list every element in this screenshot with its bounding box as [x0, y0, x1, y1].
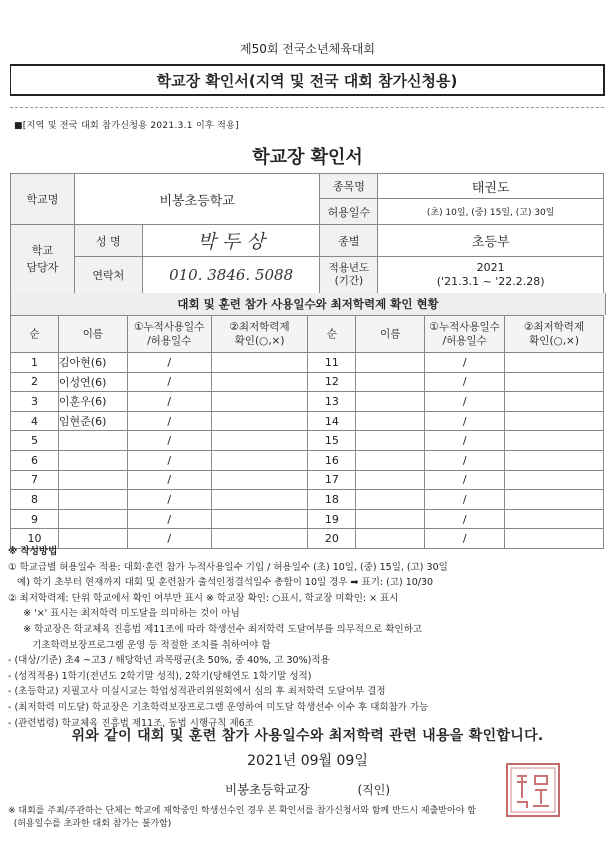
cell-grade [505, 392, 604, 412]
cell-name: 김아현(6) [58, 353, 127, 373]
col-no: 순 [308, 316, 356, 353]
applicability-note: ■[지역 및 전국 대회 참가신청용 2021.3.1 이후 적용] [14, 121, 239, 131]
table-row [11, 431, 604, 451]
cell-no: 14 [308, 411, 356, 431]
cell-days: / [127, 431, 211, 451]
writing-instructions [8, 544, 608, 731]
footer-line: (허용일수를 초과한 대회 참가는 불가함) [8, 819, 172, 829]
cell-days: / [127, 372, 211, 392]
cell-grade [211, 392, 308, 412]
instruction-line: ※ '×' 표시는 최저학력 미도달을 의미하는 것이 아님 [8, 608, 240, 620]
contact-label: 연락처 [74, 257, 142, 294]
cell-no: 7 [11, 470, 59, 490]
cell-no: 3 [11, 392, 59, 412]
cell-name [58, 509, 127, 529]
cell-no: 19 [308, 509, 356, 529]
cell-days: / [127, 411, 211, 431]
cell-name [356, 509, 425, 529]
cell-name [356, 392, 425, 412]
table-row [11, 392, 604, 412]
cell-no: 20 [308, 529, 356, 549]
cell-no: 4 [11, 411, 59, 431]
instruction-line: 예) 학기 초부터 현재까지 대회 및 훈련참가 출석인정결석일수 총합이 10일 경우 ➡ 표기: (고) 10/30 [8, 577, 434, 589]
table-row [11, 353, 604, 373]
period-value: ('21.3.1 ~ '22.2.28) [436, 275, 545, 288]
instruction-line: 기초학력보장프로그램 운영 등 적절한 조치를 취하여야 함 [8, 639, 271, 651]
col-no: 순 [11, 316, 59, 353]
cell-grade [505, 431, 604, 451]
cell-days: / [425, 509, 505, 529]
cell-days: / [425, 392, 505, 412]
cell-grade [211, 509, 308, 529]
info-table [10, 173, 604, 294]
instruction-line: - (초등학교) 지필고사 미실시교는 학업성적관리위원회에서 심의 후 최저학력 도달여부 결정 [8, 686, 386, 698]
cell-days: / [425, 529, 505, 549]
cell-no: 8 [11, 490, 59, 510]
cell-grade [505, 490, 604, 510]
cell-days: / [425, 490, 505, 510]
cell-grade [505, 372, 604, 392]
col-grade: ②최저학력제 확인(○,×) [505, 316, 604, 353]
cell-grade [211, 411, 308, 431]
cell-grade [505, 509, 604, 529]
footer-line: ※ 대회를 주최/주관하는 단체는 학교에 재학중인 학생선수인 경우 본 확인서를 참가신청서와 함께 반드시 제출받아야 함 [8, 806, 476, 816]
cell-name [356, 372, 425, 392]
cell-name [58, 470, 127, 490]
cell-days: / [127, 450, 211, 470]
document-box-title: 학교장 확인서(지역 및 전국 대회 참가신청용) [10, 64, 605, 96]
year-value: 2021 [476, 261, 505, 274]
cell-no: 5 [11, 431, 59, 451]
school-name: 비봉초등학교 [74, 174, 320, 225]
school-label: 학교명 [11, 174, 75, 225]
event-title: 제50회 전국소년체육대회 [239, 42, 375, 56]
signer-name: 비봉초등학교장 [224, 782, 310, 797]
cell-days: / [127, 490, 211, 510]
cell-grade [211, 450, 308, 470]
cell-days: / [425, 450, 505, 470]
instruction-line: - (최저학력 미도달) 학교장은 기초학력보장프로그램 운영하여 미도달 학생선수 이수 후 대회참가 가능 [8, 701, 429, 713]
cell-name [356, 411, 425, 431]
col-days: ①누적사용일수 /허용일수 [425, 316, 505, 353]
table-row [11, 411, 604, 431]
col-days: ①누적사용일수 /허용일수 [127, 316, 211, 353]
confirmation-statement: 위와 같이 대회 및 훈련 참가 사용일수와 최저학력 관련 내용을 확인합니다. [71, 728, 544, 744]
cell-name: 이성연(6) [58, 372, 127, 392]
sport-value: 태권도 [378, 174, 604, 199]
table-row [11, 470, 604, 490]
cell-name [58, 450, 127, 470]
cell-no: 12 [308, 372, 356, 392]
instruction-line: ① 학교급별 허용일수 적용: 대회·훈련 참가 누적사용일수 기입 / 허용일수 (초) 10일, (중) 15일, (고) 30일 [8, 561, 448, 573]
name-label: 성 명 [74, 225, 142, 257]
divider [10, 107, 604, 108]
contact-handwritten: 010. 3846. 5088 [142, 257, 320, 294]
cell-days: / [127, 470, 211, 490]
table-row [11, 450, 604, 470]
cell-no: 17 [308, 470, 356, 490]
instruction-line: - (관련법령) 학교체육 진흥법 제11조, 동법 시행규칙 제6조 [8, 717, 254, 729]
cell-name [356, 431, 425, 451]
instruction-line: - (성적적용) 1학기(전년도 2학기말 성적), 2학기(당해연도 1학기말 성적) [8, 670, 312, 682]
cell-days: / [425, 411, 505, 431]
roster-section-title: 대회 및 훈련 참가 사용일수와 최저학력제 확인 현황 [10, 293, 606, 315]
cell-days: / [127, 353, 211, 373]
cell-days: / [425, 353, 505, 373]
cell-name: 이훈우(6) [58, 392, 127, 412]
cell-grade [211, 372, 308, 392]
year-label: 적용년도 (기간) [320, 257, 378, 294]
cell-grade [211, 353, 308, 373]
cell-grade [505, 411, 604, 431]
issue-date: 2021년 09월 09일 [247, 753, 368, 769]
category-value: 초등부 [378, 225, 604, 257]
category-label: 종별 [320, 225, 378, 257]
cell-no: 15 [308, 431, 356, 451]
cell-days: / [127, 392, 211, 412]
cell-name: 임현준(6) [58, 411, 127, 431]
instruction-line: ※ 학교장은 학교체육 진흥법 제11조에 따라 학생선수 최저학력 도달여부를 의무적으로 확인하고 [8, 623, 423, 635]
table-row [11, 490, 604, 510]
manager-label: 학교 담당자 [11, 225, 75, 294]
cell-grade [505, 450, 604, 470]
sport-label: 종목명 [320, 174, 378, 199]
allowed-days-value: (초) 10일, (중) 15일, (고) 30일 [378, 199, 604, 225]
cell-name [58, 431, 127, 451]
table-row [11, 509, 604, 529]
allowed-days-label: 허용일수 [320, 199, 378, 225]
cell-no: 11 [308, 353, 356, 373]
cell-no: 9 [11, 509, 59, 529]
instruction-line: ※ 작성방법 [8, 546, 58, 557]
col-name: 이름 [356, 316, 425, 353]
cell-no: 1 [11, 353, 59, 373]
col-name: 이름 [58, 316, 127, 353]
cell-name [356, 490, 425, 510]
cell-days: / [425, 431, 505, 451]
cell-days: / [425, 372, 505, 392]
cell-no: 6 [11, 450, 59, 470]
cell-days: / [425, 470, 505, 490]
instruction-line: - (대상/기준) 초4 ~고3 / 해당학년 과목평균(초 50%, 중 40%, 고 30%)적용 [8, 655, 330, 667]
footer-note [8, 805, 608, 831]
cell-grade [211, 470, 308, 490]
cell-name [356, 353, 425, 373]
roster-table [10, 315, 604, 549]
instruction-line: ② 최저학력제: 단위 학교에서 확인 여부만 표시 ※ 학교장 확인: ○표시, 학교장 미확인: × 표시 [8, 592, 399, 604]
cell-name [356, 470, 425, 490]
page-title: 학교장 확인서 [252, 147, 363, 168]
cell-days: / [127, 529, 211, 549]
cell-no: 2 [11, 372, 59, 392]
cell-name [356, 450, 425, 470]
cell-grade [211, 490, 308, 510]
cell-no: 13 [308, 392, 356, 412]
manager-name-handwritten: 박 두 상 [142, 225, 320, 257]
cell-grade [505, 353, 604, 373]
seal-mark: (직인) [357, 783, 391, 797]
cell-grade [505, 470, 604, 490]
cell-no: 18 [308, 490, 356, 510]
cell-no: 16 [308, 450, 356, 470]
cell-grade [211, 431, 308, 451]
cell-no: 10 [11, 529, 59, 549]
table-row [11, 372, 604, 392]
col-grade: ②최저학력제 확인(○,×) [211, 316, 308, 353]
cell-days: / [127, 509, 211, 529]
cell-name [58, 490, 127, 510]
